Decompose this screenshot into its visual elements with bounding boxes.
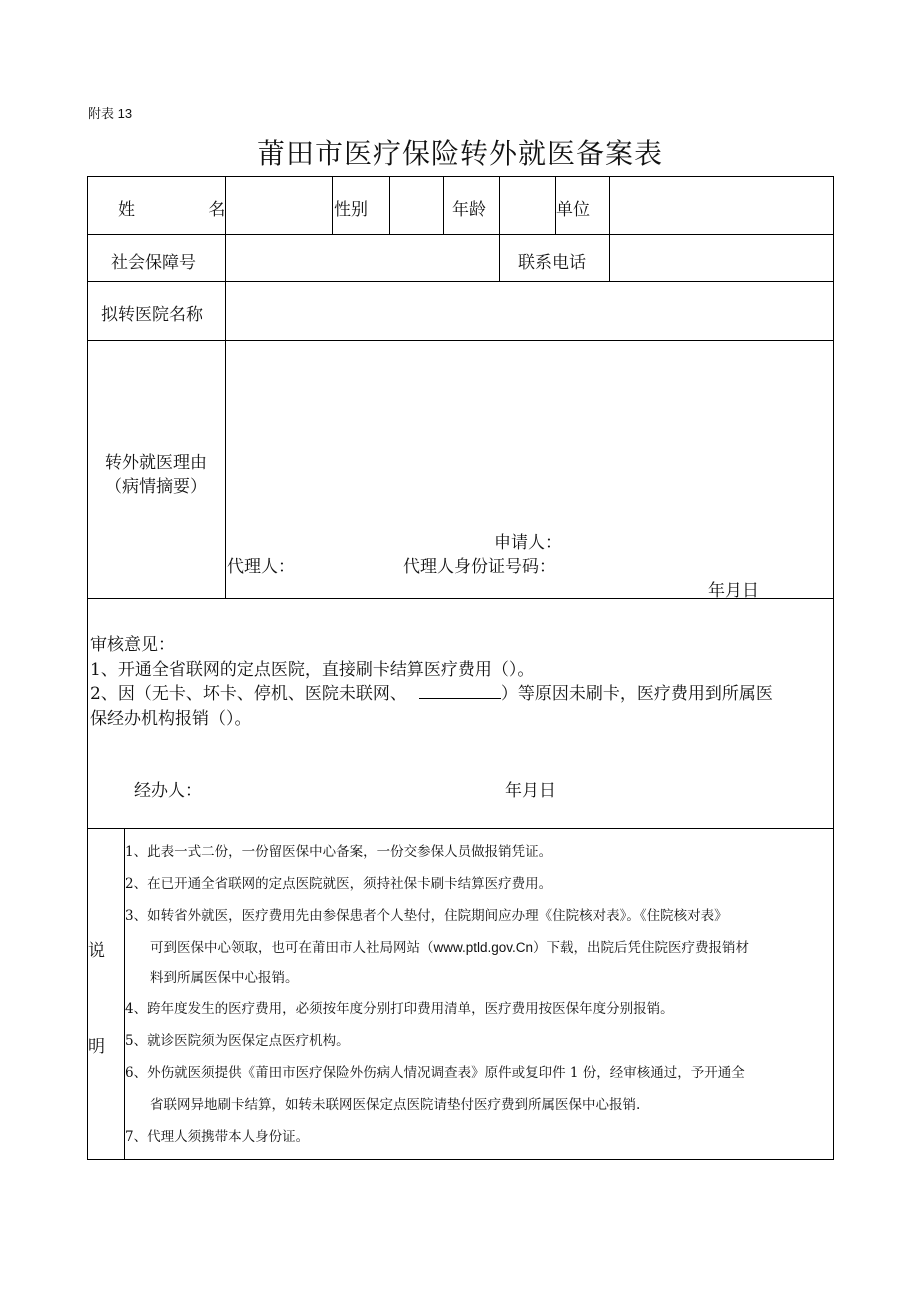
review-item-1: 1、开通全省联网的定点医院，直接刷卡结算医疗费用（）。 — [90, 660, 535, 680]
input-gender[interactable] — [390, 178, 442, 233]
rule-col-gender-value — [443, 177, 444, 234]
note-4: 4、跨年度发生的医疗费用，必须按年度分别打印费用清单，医疗费用按医保年度分别报销。 — [125, 1001, 674, 1017]
review-date-label: 年月日 — [505, 781, 556, 801]
label-reason-sub: （病情摘要） — [105, 477, 207, 497]
review-item-2 — [90, 679, 773, 704]
notes-label-2: 明 — [88, 1037, 105, 1057]
note-3-cont2: 料到所属医保中心报销。 — [150, 970, 299, 986]
note-6: 6、外伤就医须提供《莆田市医疗保险外伤病人情况调查表》原件或复印件 1 份，经审核通过，予开通全 — [125, 1065, 745, 1081]
input-ssn[interactable] — [226, 235, 498, 280]
label-hospital: 拟转医院名称 — [101, 305, 203, 325]
input-age[interactable] — [500, 178, 554, 233]
label-name-text: 姓 名 — [118, 200, 260, 220]
applicant-label: 申请人： — [494, 533, 562, 553]
input-unit[interactable] — [610, 178, 832, 233]
note-5: 5、就诊医院须为医保定点医疗机构。 — [125, 1033, 350, 1049]
rule-row5 — [88, 828, 833, 829]
note-2: 2、在已开通全省联网的定点医院就医，须持社保卡刷卡结算医疗费用。 — [125, 876, 553, 892]
handler-label: 经办人： — [134, 781, 202, 801]
review-item-2-cont: 保经办机构报销（）。 — [90, 709, 252, 729]
review-item-2-text-a: 2、因（无卡、坏卡、停机、医院未联网、 — [90, 684, 407, 704]
agent-id-label: 代理人身份证号码： — [403, 557, 556, 577]
input-phone[interactable] — [610, 235, 832, 280]
note-7: 7、代理人须携带本人身份证。 — [125, 1129, 310, 1145]
label-ssn: 社会保障号 — [111, 253, 196, 273]
agent-label: 代理人： — [227, 557, 295, 577]
annex-label: 附表 13 — [88, 106, 133, 121]
form-title: 莆田市医疗保险转外就医备案表 — [256, 137, 663, 170]
note-3: 3、如转省外就医，医疗费用先由参保患者个人垫付，住院期间应办理《住院核对表》。《住院核对表》 — [125, 908, 728, 924]
apply-date-label: 年月日 — [708, 581, 759, 601]
note-3-text-b: ）下载，出院后凭住院医疗费报销材 — [533, 940, 750, 956]
review-item-2-text-b: ）等原因未刷卡，医疗费用到所属医 — [500, 684, 773, 704]
label-gender: 性别 — [334, 200, 368, 220]
input-reason[interactable] — [226, 341, 832, 521]
notes-label-1: 说 — [88, 941, 105, 961]
note-3-text-a: 可到医保中心领取，也可在莆田市人社局网站（ — [150, 940, 434, 956]
note-3-cont — [150, 936, 749, 956]
input-name[interactable] — [226, 178, 330, 233]
input-hospital[interactable] — [226, 282, 832, 338]
label-reason: 转外就医理由 — [105, 453, 207, 473]
rule-col-name — [332, 177, 333, 234]
note-6-cont: 省联网异地刷卡结算，如转未联网医保定点医院请垫付医疗费到所属医保中心报销. — [150, 1097, 641, 1113]
label-phone: 联系电话 — [518, 253, 586, 273]
note-1: 1、此表一式二份，一份留医保中心备案，一份交参保人员做报销凭证。 — [125, 844, 553, 860]
label-unit: 单位 — [556, 200, 590, 220]
review-heading: 审核意见： — [90, 635, 175, 655]
review-blank[interactable] — [419, 684, 501, 699]
label-age: 年龄 — [452, 200, 486, 220]
website-link[interactable]: www.ptld.gov.Cn — [433, 940, 534, 955]
